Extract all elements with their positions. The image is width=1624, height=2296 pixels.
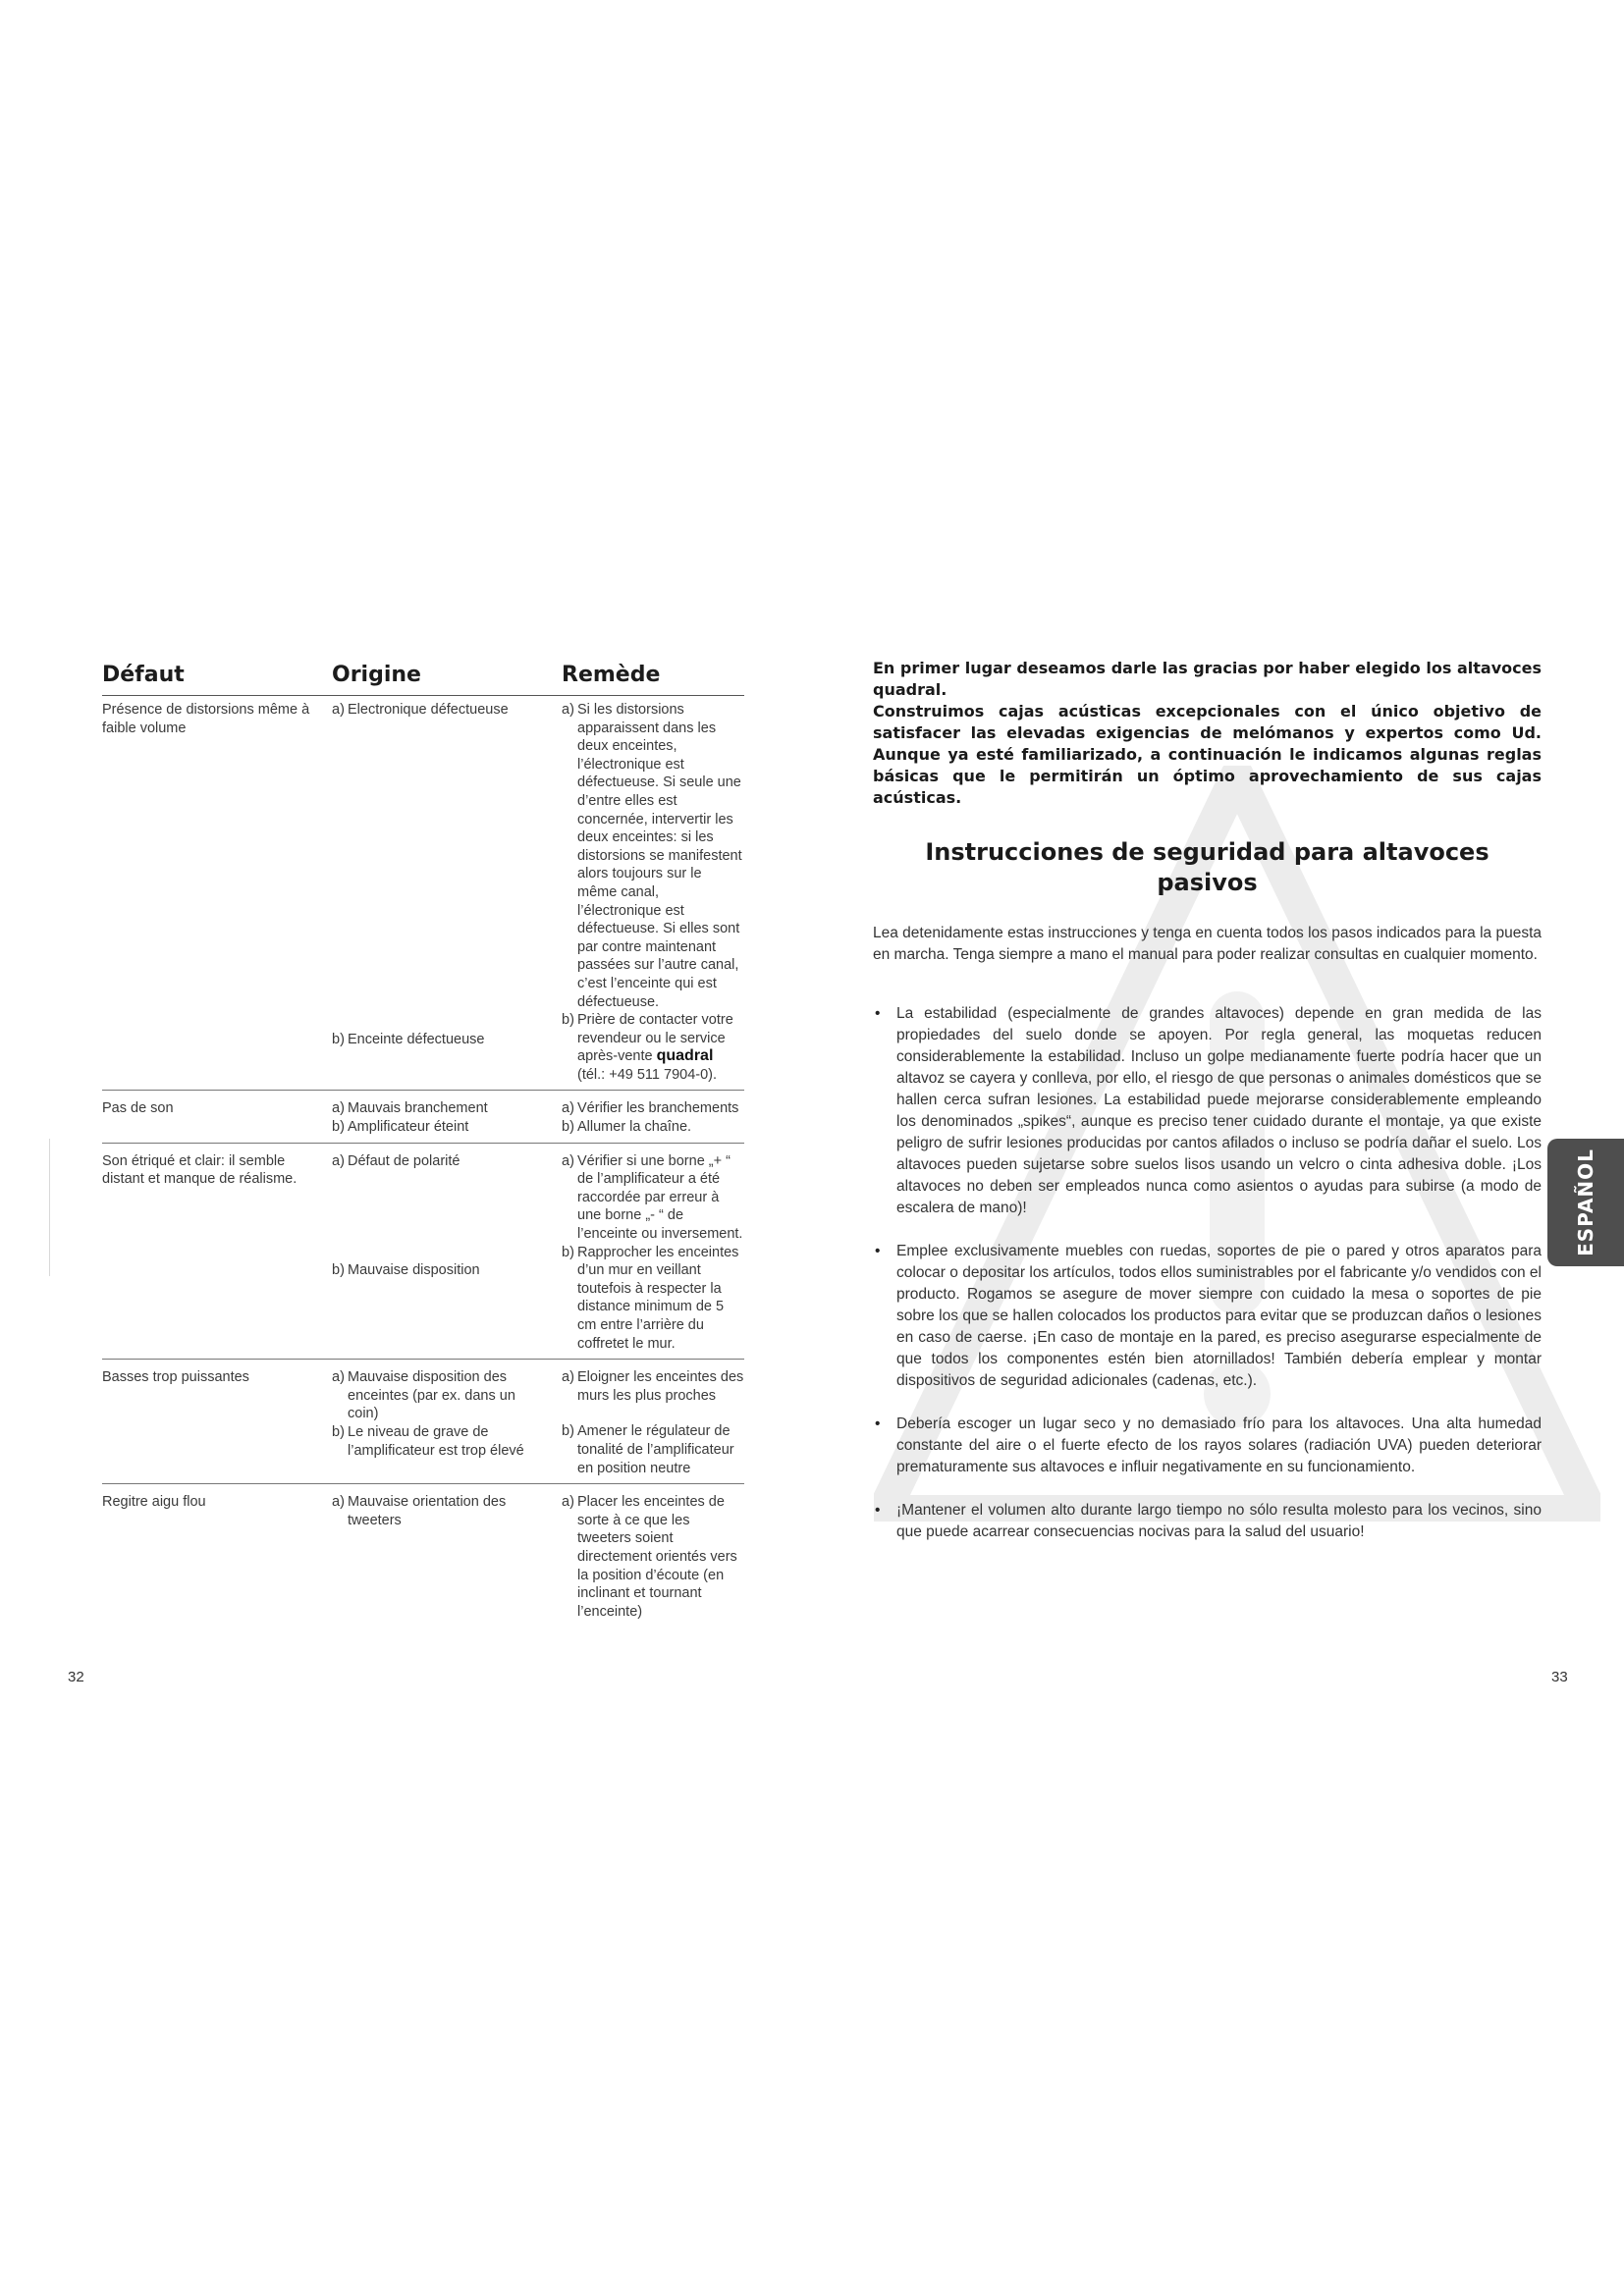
- item-label: b): [332, 1031, 345, 1047]
- item-text: Mauvaise orientation des tweeters: [348, 1494, 507, 1528]
- remede-item: [562, 1422, 744, 1477]
- bullet-icon: •: [875, 1243, 881, 1259]
- defaut-cell: Son étriqué et clair: il semble distant et manque de réalisme.: [102, 1152, 298, 1188]
- origine-item: [332, 1493, 550, 1529]
- origine-item: [332, 1031, 550, 1049]
- header-origine: Origine: [332, 663, 421, 687]
- item-text: Allumer la chaîne.: [577, 1119, 692, 1136]
- section-title: Instrucciones de seguridad para altavoces pasivos: [925, 838, 1489, 896]
- table-header: [102, 656, 744, 696]
- origine-item: [332, 1152, 550, 1171]
- language-tab: [1547, 1139, 1624, 1266]
- intro-text: [873, 658, 1542, 809]
- item-text: Placer les enceintes de sorte à ce que les tweeters soient directement orientés vers la position d’écoute (en inclinant et tournant l’enceinte): [577, 1494, 737, 1620]
- bullet-icon: •: [875, 1502, 881, 1519]
- remede-item: [562, 1244, 744, 1354]
- origine-item: [332, 1368, 550, 1423]
- safety-list: [873, 1003, 1542, 1565]
- item-text: Amplificateur éteint: [348, 1119, 469, 1136]
- item-label: a): [332, 702, 345, 718]
- origine-cell: [332, 1368, 562, 1477]
- remede-cell: [562, 701, 744, 1084]
- remede-item: [562, 1118, 744, 1137]
- remede-cell: [562, 1368, 744, 1477]
- list-item: [873, 1414, 1542, 1478]
- item-label: a): [332, 1369, 345, 1386]
- remede-text-pre: Prière de contacter votre revendeur ou le service après-vente: [577, 1012, 733, 1065]
- page-number: 32: [68, 1669, 84, 1685]
- lead-paragraph: Lea detenidamente estas instrucciones y tenga en cuenta todos los pasos indicados para la puesta en marcha. Tenga siempre a mano el manual para poder realizar consultas en cualquier momento.: [873, 925, 1542, 963]
- intro-paragraph-1: En primer lugar deseamos darle las gracias por haber elegido los altavoces quadral.: [873, 659, 1542, 699]
- list-item: [873, 1241, 1542, 1392]
- item-text: [577, 1011, 744, 1084]
- item-label: b): [562, 1012, 574, 1029]
- item-label: a): [332, 1494, 345, 1511]
- header-remede: Remède: [562, 663, 661, 687]
- origine-item: [332, 1118, 550, 1137]
- item-text: Enceinte défectueuse: [348, 1031, 485, 1047]
- item-label: b): [562, 1423, 574, 1440]
- item-text: Défaut de polarité: [348, 1152, 460, 1169]
- origine-cell: [332, 1493, 562, 1621]
- bullet-icon: •: [875, 1415, 881, 1432]
- item-label: a): [332, 1152, 345, 1169]
- list-item: [873, 1003, 1542, 1219]
- item-label: a): [562, 1152, 574, 1169]
- remede-item: [562, 1152, 744, 1244]
- item-text: Rapprocher les enceintes d’un mur en veillant toutefois à respecter la distance minimum de 5 cm entre l’arrière du coffretet le mur.: [577, 1244, 739, 1352]
- item-text: Amener le régulateur de tonalité de l’amplificateur en position neutre: [577, 1423, 734, 1476]
- item-text: Si les distorsions apparaissent dans les deux enceintes, l’électronique est défectueuse. Si seule une d’entre elles est concernée, intervertir les deux enceintes: si les distorsions se manifestent alors toujours sur le même canal, l’électronique est défectueuse. Si elles sont par contre maintenant passées sur l’autre canal, c’est l’enceinte qui est défectueuse.: [577, 702, 742, 1010]
- defaut-cell: Basses trop puissantes: [102, 1369, 249, 1386]
- defaut-cell: Regitre aigu flou: [102, 1494, 206, 1511]
- origine-cell: [332, 1099, 562, 1136]
- list-item: [873, 1500, 1542, 1543]
- troubleshooting-table: [102, 656, 744, 1627]
- remede-item: [562, 701, 744, 1011]
- remede-text-post: (tél.: +49 511 7904-0).: [577, 1066, 718, 1083]
- item-label: a): [562, 1100, 574, 1117]
- item-label: a): [332, 1100, 345, 1117]
- item-label: a): [562, 1494, 574, 1511]
- right-page: [812, 0, 1624, 2296]
- item-text: Mauvaise disposition: [348, 1262, 480, 1279]
- origine-cell: [332, 1152, 562, 1354]
- table-row: [102, 1144, 744, 1361]
- header-defaut: Défaut: [102, 663, 185, 687]
- intro-paragraph-2: Construimos cajas acústicas excepcionales con el único objetivo de satisfacer las elevadas exigencias de melómanos y expertos como Ud. Aunque ya esté familiarizado, a continuación le indicamos algunas reglas básicas que le permitirán un óptimo aprovechamiento de sus cajas acústicas.: [873, 702, 1542, 807]
- item-text: Mauvaise disposition des enceintes (par ex. dans un coin): [348, 1369, 515, 1422]
- item-text: Le niveau de grave de l’amplificateur est trop élevé: [348, 1423, 524, 1459]
- table-row: [102, 1484, 744, 1627]
- item-label: b): [562, 1244, 574, 1260]
- margin-mark: [49, 1139, 50, 1276]
- remede-cell: [562, 1099, 744, 1136]
- item-label: b): [332, 1262, 345, 1279]
- remede-cell: [562, 1152, 744, 1354]
- list-item-text: ¡Mantener el volumen alto durante largo tiempo no sólo resulta molesto para los vecinos, sino que puede acarrear consecuencias nocivas para la salud del usuario!: [896, 1502, 1542, 1540]
- remede-item: [562, 1011, 744, 1084]
- remede-item: [562, 1368, 744, 1405]
- bullet-icon: •: [875, 1005, 881, 1022]
- origine-cell: [332, 701, 562, 1084]
- list-item-text: La estabilidad (especialmente de grandes altavoces) depende en gran medida de las propiedades del suelo donde se apoyen. Por regla general, las moquetas reducen considerablemente la estabilidad. Incluso un golpe medianamente fuerte podría hacer que un altavoz se cayera y conlleva, por ello, el riesgo de que personas o animales domésticos que se hallen cerca sufran lesiones. La estabilidad puede mejorarse considerablemente empleando los denominados „spikes“, aunque es preciso tener cuidado durante el montaje, ya que existe peligro de sufrir lesiones producidas por cantos afilados o incluso se podría dañar el suelo. Los altavoces pueden sujetarse sobre suelos lisos usando un velcro o cinta adhesiva doble. ¡Los altavoces no deben ser empleados nunca como asientos o ayudas para subirse (a modo de escalera de mano)!: [896, 1005, 1542, 1216]
- origine-item: [332, 1261, 550, 1280]
- origine-item: [332, 1423, 550, 1460]
- item-text: Eloigner les enceintes des murs les plus proches: [577, 1369, 744, 1404]
- item-text: Vérifier les branchements: [577, 1100, 739, 1117]
- page-number: 33: [1551, 1669, 1568, 1685]
- defaut-cell: Pas de son: [102, 1100, 174, 1117]
- item-label: a): [562, 1369, 574, 1386]
- origine-item: [332, 701, 550, 720]
- table-row: [102, 696, 744, 1091]
- quadral-brand: quadral: [656, 1047, 714, 1065]
- table-row: [102, 1091, 744, 1143]
- list-item-text: Emplee exclusivamente muebles con ruedas, soportes de pie o pared y otros aparatos para colocar o depositar los artículos, todos ellos suministrables por el fabricante y/o vendidos con el producto. Rogamos se asegure de mover siempre con cuidado la mesa o soportes de pie sobre los que se hallen colocados los productos para evitar que se produzcan daños o lesiones en caso de caerse. ¡En caso de montaje en la pared, es preciso asegurarse especialmente de que todos los componentes estén bien atornillados! También debería emplear y montar dispositivos de seguridad adicionales (cadenas, etc.).: [896, 1243, 1542, 1389]
- item-label: b): [562, 1119, 574, 1136]
- remede-item: [562, 1099, 744, 1118]
- origine-item: [332, 1099, 550, 1118]
- item-text: Mauvais branchement: [348, 1100, 488, 1117]
- item-label: b): [332, 1119, 345, 1136]
- remede-item: [562, 1493, 744, 1621]
- table-row: [102, 1360, 744, 1484]
- defaut-cell: Présence de distorsions même à faible volume: [102, 702, 310, 736]
- language-tab-label: ESPAÑOL: [1574, 1148, 1597, 1256]
- item-label: a): [562, 702, 574, 718]
- item-text: Electronique défectueuse: [348, 702, 509, 718]
- list-item-text: Debería escoger un lugar seco y no demasiado frío para los altavoces. Una alta humedad constante del aire o el fuerte efecto de los rayos solares (radiación UVA) pueden deteriorar prematuramente sus altavoces e influir negativamente en su funcionamiento.: [896, 1415, 1542, 1475]
- item-label: b): [332, 1423, 345, 1440]
- remede-cell: [562, 1493, 744, 1621]
- item-text: Vérifier si une borne „+ “ de l’amplificateur a été raccordée par erreur à une borne „- “ de l’enceinte ou inversement.: [577, 1152, 743, 1243]
